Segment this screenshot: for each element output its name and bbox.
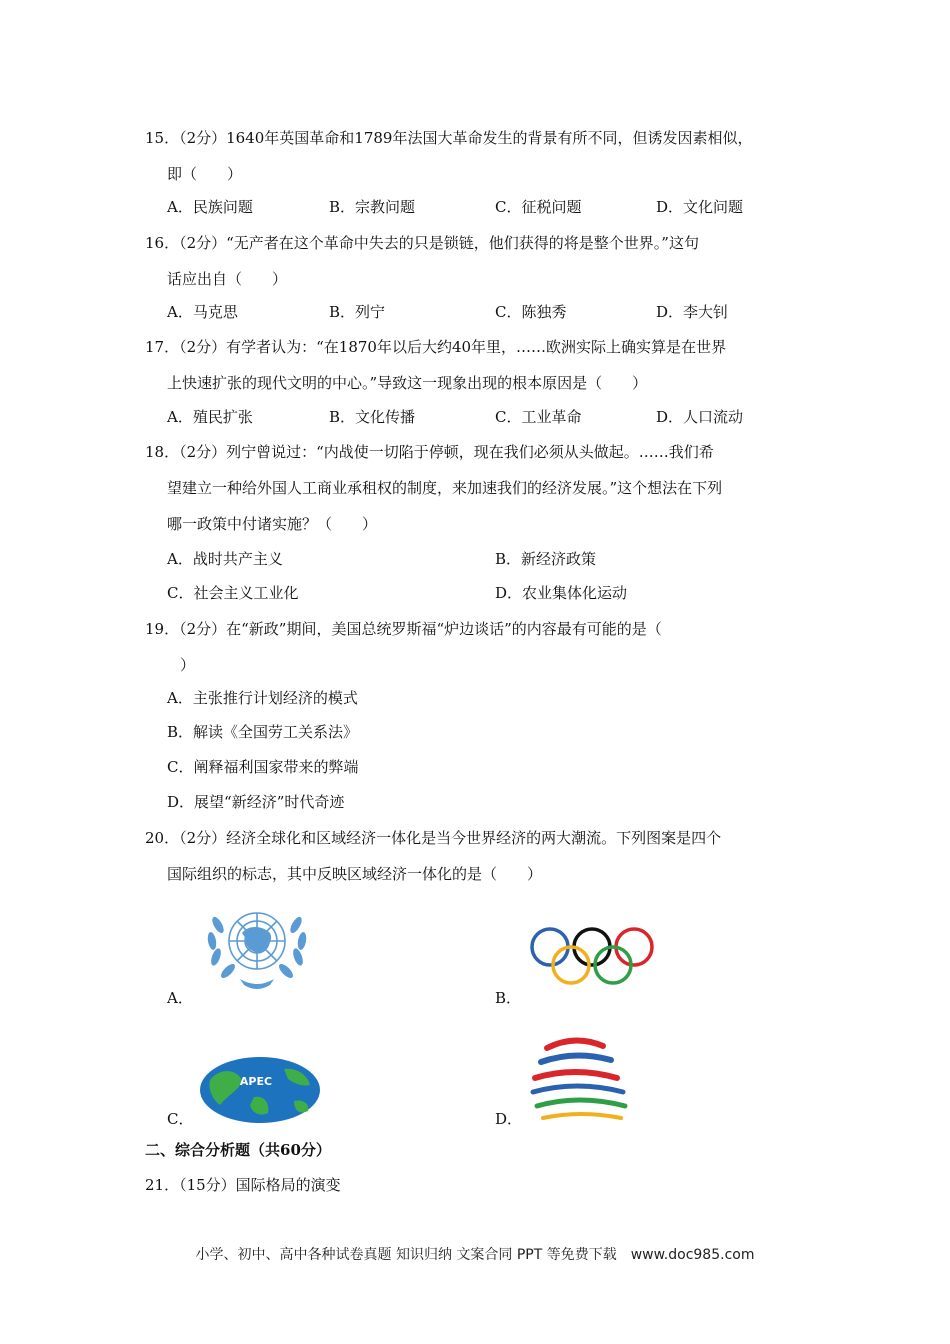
q16-option-a: A．马克思 [167,303,238,321]
q20-option-a: A． [167,989,193,1007]
q17-option-c: C．工业革命 [495,408,582,426]
page-footer: 小学、初中、高中各种试卷真题 知识归纳 文案合同 PPT 等免费下载 www.doc985.com [195,1247,755,1263]
q19-line2: ） [180,656,196,674]
un-emblem-icon [200,895,315,995]
q19-option-c: C．阐释福利国家带来的弊端 [167,758,359,776]
q19-option-b: B．解读《全国劳工关系法》 [167,723,359,741]
q15-option-d: D．文化问题 [656,198,744,216]
wto-logo-icon [525,1030,635,1125]
q17-option-b: B．文化传播 [329,408,416,426]
q21-line1: 21．（15分）国际格局的演变 [145,1176,341,1194]
q15-option-a: A．民族问题 [167,198,253,216]
q19-option-a: A．主张推行计划经济的模式 [167,689,358,707]
q20-line2: 国际组织的标志，其中反映区域经济一体化的是（ ） [167,865,543,883]
q17-option-a: A．殖民扩张 [167,408,253,426]
q18-option-c: C．社会主义工业化 [167,584,299,602]
q17-line1: 17．（2分）有学者认为：“在1870年以后大约40年里，……欧洲实际上确实算是在世界 [145,338,727,356]
q18-option-d: D．农业集体化运动 [495,584,628,602]
q19-line1: 19．（2分）在“新政”期间，美国总统罗斯福“炉边谈话”的内容最有可能的是（ [145,620,662,638]
olympic-rings-icon [525,925,660,990]
q18-line3: 哪一政策中付诸实施？（ ） [167,515,378,533]
q15-option-b: B．宗教问题 [329,198,416,216]
q16-option-d: D．李大钊 [656,303,729,321]
q15-option-c: C．征税问题 [495,198,582,216]
q17-option-d: D．人口流动 [656,408,744,426]
q15-line1: 15．（2分）1640年英国革命和1789年法国大革命发生的背景有所不同，但诱发因素相似， [145,129,753,147]
apec-logo-text: APEC [239,1075,273,1088]
q16-option-b: B．列宁 [329,303,386,321]
q18-line2: 望建立一种给外国人工商业承租权的制度，来加速我们的经济发展。”这个想法在下列 [167,479,723,497]
q16-option-c: C．陈独秀 [495,303,567,321]
q19-option-d: D．展望“新经济”时代奇迹 [167,793,345,811]
q15-line2: 即（ ） [167,165,243,183]
q18-option-b: B．新经济政策 [495,550,597,568]
q16-line2: 话应出自（ ） [167,270,288,288]
q18-option-a: A．战时共产主义 [167,550,283,568]
section-title: 二、综合分析题（共60分） [145,1141,331,1159]
q18-line1: 18．（2分）列宁曾说过：“内战使一切陷于停顿，现在我们必须从头做起。……我们希 [145,443,714,461]
q16-line1: 16．（2分）“无产者在这个革命中失去的只是锁链，他们获得的将是整个世界。”这句 [145,234,699,252]
q20-option-d: D． [495,1110,523,1128]
q20-option-c: C． [167,1110,194,1128]
q17-line2: 上快速扩张的现代文明的中心。”导致这一现象出现的根本原因是（ ） [167,374,648,392]
apec-logo-icon [198,1055,323,1125]
q20-option-b: B． [495,989,522,1007]
q20-line1: 20．（2分）经济全球化和区域经济一体化是当今世界经济的两大潮流。下列图案是四个 [145,829,722,847]
